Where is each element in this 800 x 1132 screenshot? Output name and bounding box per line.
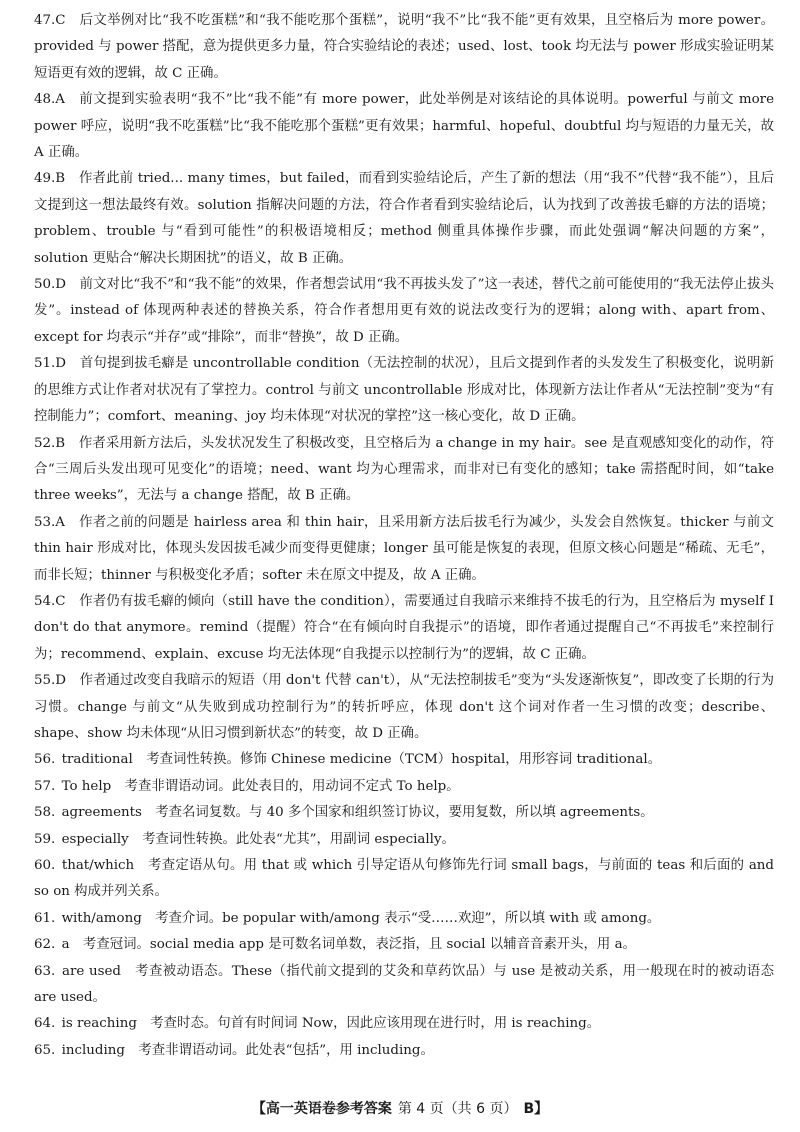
answer-explanation: 作者采用新方法后，头发状况发生了积极改变，且空格后为 a change in my hair。see 是直观感知变化的动作，符合“三周后头发出现可见变化”的语境；need、want 均为心理需求，而非对已有变化的感知；take 需搭配时间，如“take three weeks”，无法与 a change 搭配，故 B 正确。: [34, 435, 774, 504]
footer-version: B】: [523, 1101, 549, 1117]
answer-entry: [34, 959, 774, 1012]
answer-number: 49.B: [34, 171, 66, 187]
answer-entry: [34, 853, 774, 906]
answer-number: 57.: [34, 778, 56, 794]
answer-number: 53.A: [34, 514, 65, 530]
answer-number: 59.: [34, 831, 56, 847]
footer-page-info: 第 4 页（共 6 页）: [397, 1101, 518, 1117]
answer-number: 64.: [34, 1016, 56, 1032]
answer-entry: [34, 774, 774, 800]
answer-explanation: 作者之前的问题是 hairless area 和 thin hair，且采用新方法后拔毛行为减少，头发会自然恢复。thicker 与前文 thin hair 形成对比，体现头发因拔毛减少而变得更健康；longer 虽可能是恢复的表现，但原文核心问题是“稀疏、无毛”，而非长短；thinner 与积极变化矛盾；softer 未在原文中提及，故 A 正确。: [34, 514, 774, 583]
answer-entry: [34, 800, 774, 826]
answer-explanation: 前文提到实验表明“我不”比“我不能”有 more power，此处举例是对该结论的具体说明。powerful 与前文 more power 呼应，说明“我不吃蛋糕”比“我不能吃那个蛋糕”更有效果；harmful、hopeful、doubtful 均与短语的力量无关，故 A 正确。: [34, 92, 774, 161]
answer-entry: [34, 510, 774, 589]
answer-entry: [34, 351, 774, 430]
answer-entry: [34, 1038, 774, 1064]
answer-number: 52.B: [34, 435, 66, 451]
answer-number: 48.A: [34, 92, 65, 108]
answer-number: 47.C: [34, 13, 66, 28]
answer-number: 56.: [34, 752, 56, 768]
answer-explanation: that/which 考查定语从句。用 that 或 which 引导定语从句修饰先行词 small bags，与前面的 teas 和后面的 and so on 构成并列关系。: [34, 858, 774, 900]
answer-entry: [34, 8, 774, 87]
answer-entry: [34, 166, 774, 272]
answer-explanation: are used 考查被动语态。These（指代前文提到的艾灸和草药饮品）与 use 是被动关系，用一般现在时的被动语态 are used。: [34, 963, 774, 1006]
answer-entry: [34, 906, 774, 932]
answer-explanation: 前文对比“我不”和“我不能”的效果，作者想尝试用“我不再拔头发了”这一表述，替代之前可能使用的“我无法停止拔头发”。instead of 体现两种表述的替换关系，符合作者想用更有效的说法改变行为的逻辑；along with、apart from、except for 均表示“并存”或“排除”，而非“替换”，故 D 正确。: [34, 277, 774, 345]
answer-number: 60.: [34, 858, 56, 873]
answer-explanation: 首句提到拔毛癖是 uncontrollable condition（无法控制的状况），且后文提到作者的头发发生了积极变化，说明新的思维方式让作者对状况有了掌控力。control 与前文 uncontrollable 形成对比，体现新方法让作者从“无法控制”变为“有控制能力”；comfort、meaning、joy 均未体现“对状况的掌控”这一核心变化，故 D 正确。: [34, 356, 775, 425]
answer-number: 62.: [34, 937, 56, 953]
answer-explanation: with/among 考查介词。be popular with/among 表示“受……欢迎”，所以填 with 或 among。: [61, 910, 661, 926]
footer-title: 【高一英语卷参考答案: [251, 1101, 392, 1117]
answer-entry: [34, 87, 774, 166]
answer-entry: [34, 431, 774, 510]
answer-explanation: 作者仍有拔毛癖的倾向（still have the condition），需要通过自我暗示来维持不拔毛的行为，且空格后为 myself I don't do that anymore。remind（提醒）符合“在有倾向时自我提示”的语境，即作者通过提醒自己“不再拔毛”来控制行为；recommend、explain、excuse 均无法体现“自我提示以控制行为”的逻辑，故 C 正确。: [34, 593, 775, 662]
answer-explanation: a 考查冠词。social media app 是可数名词单数，表泛指，且 social 以辅音音素开头，用 a。: [61, 937, 636, 953]
answer-number: 50.D: [34, 277, 67, 293]
answer-explanation: To help 考查非谓语动词。此处表目的，用动词不定式 To help。: [61, 778, 460, 794]
answer-entry: [34, 1011, 774, 1037]
answer-explanation: is reaching 考查时态。句首有时间词 Now，因此应该用现在进行时，用 is reaching。: [61, 1016, 601, 1032]
answer-entry: [34, 747, 774, 773]
answer-explanation: 作者此前 tried... many times，but failed，而看到实验结论后，产生了新的想法（用“我不”代替“我不能”），且后文提到这一想法最终有效。solution 指解决问题的方法，符合作者看到实验结论后，认为找到了改善拔毛癖的方法的语境；problem、trouble 与“看到可能性”的积极语境相反；method 侧重具体操作步骤，而此处强调“解决问题的方案”，solution 更贴合“解决长期困扰”的语义，故 B 正确。: [34, 171, 774, 266]
answer-number: 61.: [34, 910, 56, 926]
answer-explanation: agreements 考查名词复数。与 40 多个国家和组织签订协议，要用复数，所以填 agreements。: [61, 805, 654, 821]
answer-explanation: especially 考查词性转换。此处表“尤其”，用副词 especially。: [61, 831, 455, 847]
answer-number: 54.C: [34, 593, 66, 609]
answer-number: 63.: [34, 963, 56, 979]
answer-number: 51.D: [34, 356, 67, 372]
answer-number: 65.: [34, 1042, 56, 1058]
answer-entry: [34, 932, 774, 958]
answer-explanation: traditional 考查词性转换。修饰 Chinese medicine（TCM）hospital，用形容词 traditional。: [61, 752, 662, 768]
answer-entry: [34, 827, 774, 853]
answer-explanation: 后文举例对比“我不吃蛋糕”和“我不能吃那个蛋糕”，说明“我不”比“我不能”更有效果，且空格后为 more power。provided 与 power 搭配，意为提供更多力量，符合实验结论的表述；used、lost、took 均无法与 power 形成实验证明某短语更有效的逻辑，故 C 正确。: [34, 13, 774, 81]
answer-entry: [34, 589, 774, 668]
answer-entry: [34, 272, 774, 351]
answer-entry: [34, 668, 774, 747]
answer-number: 58.: [34, 805, 56, 821]
page-footer: [0, 1098, 800, 1118]
answer-explanation: 作者通过改变自我暗示的短语（用 don't 代替 can't），从“无法控制拔毛”变为“头发逐渐恢复”，即改变了长期的行为习惯。change 与前文“从失败到成功控制行为”的转折呼应，体现 don't 这个词对作者一生习惯的改变；describe、shape、show 均未体现“从旧习惯到新状态”的转变，故 D 正确。: [34, 673, 774, 741]
answer-number: 55.D: [34, 673, 67, 689]
answer-key-page: [34, 8, 774, 1064]
answer-explanation: including 考查非谓语动词。此处表“包括”，用 including。: [61, 1042, 434, 1058]
